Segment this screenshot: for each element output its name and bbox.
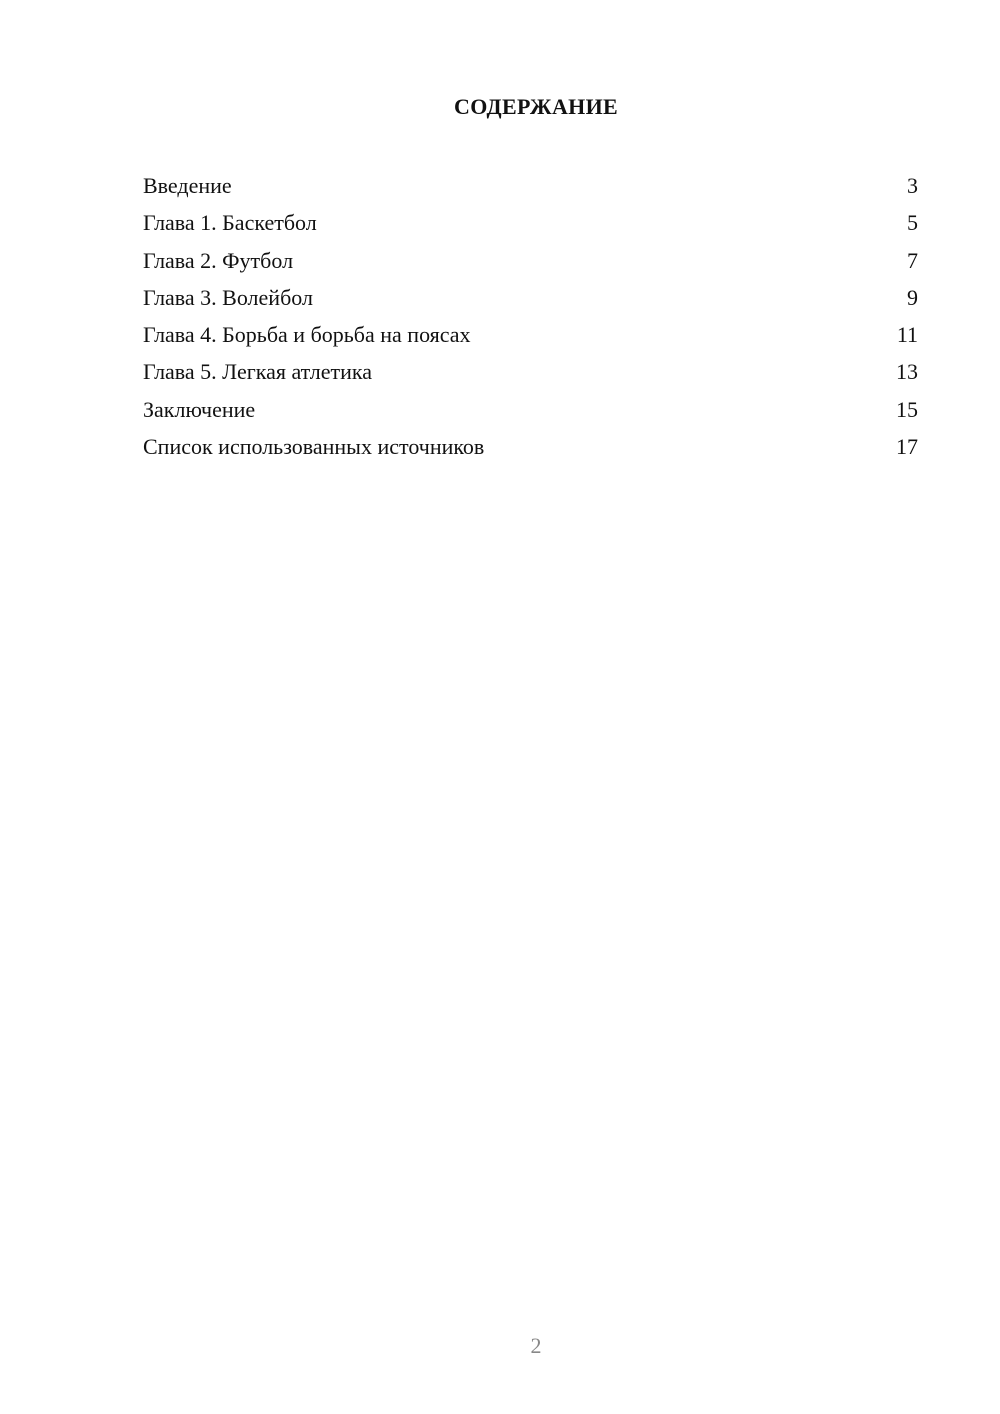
toc-entry-label: Глава 4. Борьба и борьба на поясах (143, 322, 471, 348)
toc-entry-page: 11 (896, 322, 918, 348)
toc-entry-chapter-1 (143, 204, 918, 241)
toc-entry-chapter-3 (143, 279, 918, 316)
toc-entry-label: Введение (143, 173, 232, 198)
toc-entry-page: 15 (896, 396, 918, 422)
toc-entry-chapter-5 (143, 353, 918, 390)
toc-entry-introduction (143, 167, 918, 204)
toc-entry-page: 17 (896, 434, 918, 460)
toc-entry-page: 5 (907, 210, 918, 236)
toc-entry-references (143, 428, 918, 465)
toc-entry-label: Глава 2. Футбол (143, 247, 294, 273)
toc-entry-chapter-4 (143, 316, 918, 353)
toc-entry-label: Заключение (143, 396, 256, 422)
toc-entry-label: Список использованных источников (143, 434, 485, 460)
toc-entry-label: Глава 5. Легкая атлетика (143, 359, 372, 385)
toc-entry-page: 13 (896, 359, 918, 385)
toc-entry-label: Глава 3. Волейбол (143, 284, 313, 310)
page-number: 2 (530, 1333, 542, 1358)
toc-entry-label: Глава 1. Баскетбол (143, 210, 317, 236)
toc-entry-page: 7 (907, 247, 918, 273)
table-of-contents (143, 167, 918, 465)
toc-entry-page: 9 (907, 284, 918, 310)
toc-entry-chapter-2 (143, 242, 918, 279)
toc-entry-page: 3 (907, 173, 918, 198)
page-title: СОДЕРЖАНИЕ (454, 94, 618, 119)
toc-entry-conclusion (143, 391, 918, 428)
